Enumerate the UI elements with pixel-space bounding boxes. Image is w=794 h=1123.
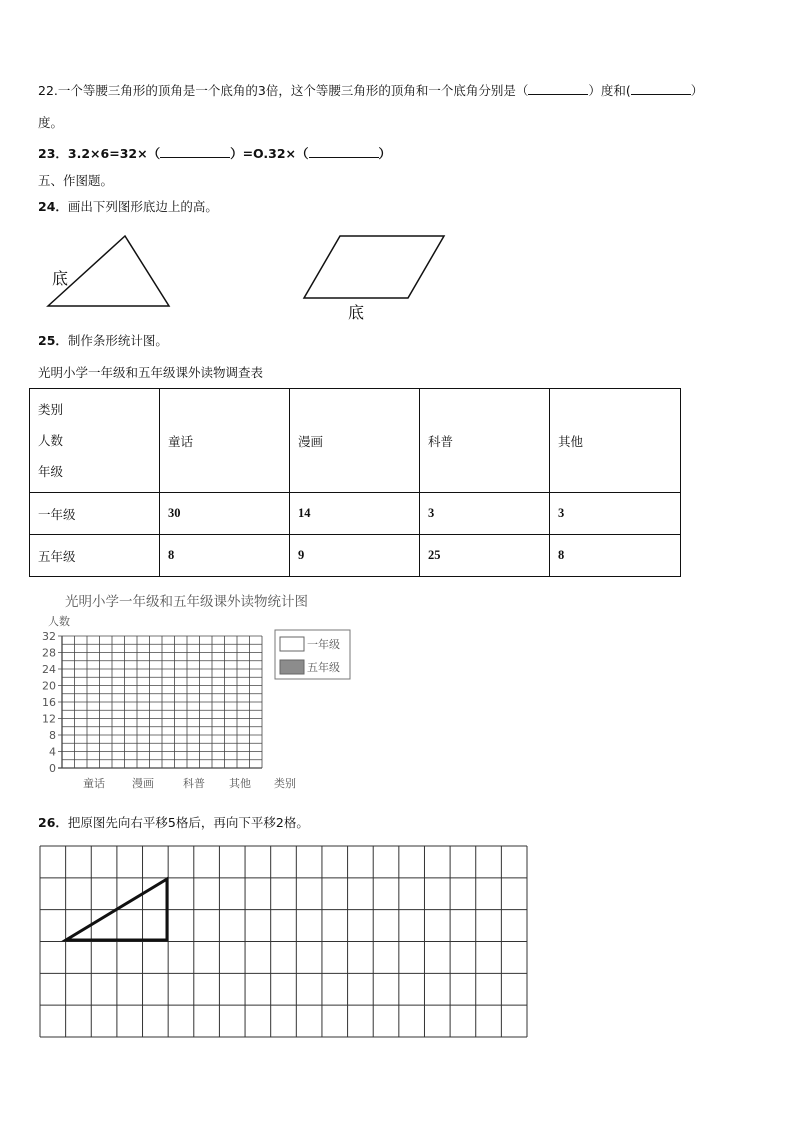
x-category-label: 科普 <box>183 777 205 790</box>
chart-title: 光明小学一年级和五年级课外读物统计图 <box>65 594 308 610</box>
header-line-count: 人数 <box>38 433 64 448</box>
question-number: 26． <box>38 815 68 830</box>
table-cell: 3 <box>550 493 681 535</box>
header-line-grade: 年级 <box>38 464 64 479</box>
table-header-row <box>30 389 681 493</box>
question-number: 23． <box>38 146 68 161</box>
y-tick-label: 20 <box>42 679 56 693</box>
question-23 <box>38 145 391 163</box>
question-text: ）=O.32×（ <box>230 146 309 161</box>
question-text: ） <box>690 83 704 98</box>
question-text: 画出下列图形底边上的高。 <box>67 199 218 214</box>
table-row <box>30 535 681 577</box>
y-tick-label: 4 <box>49 745 56 759</box>
table-cell: 8 <box>550 535 681 577</box>
answer-blank[interactable] <box>528 82 588 95</box>
answer-blank[interactable] <box>631 82 691 95</box>
table-cell: 8 <box>160 535 290 577</box>
section-title: 五、作图题。 <box>38 173 114 188</box>
survey-table <box>29 388 681 577</box>
question-26 <box>38 814 309 832</box>
legend-label-grade5: 五年级 <box>307 661 340 674</box>
answer-blank[interactable] <box>160 145 230 158</box>
y-tick-label: 0 <box>49 762 56 775</box>
y-tick-label: 32 <box>42 630 56 643</box>
column-header: 科普 <box>420 389 550 493</box>
x-category-label: 漫画 <box>132 777 154 790</box>
answer-blank[interactable] <box>309 145 379 158</box>
question-text: 把原图先向右平移5格后，再向下平移2格。 <box>67 815 309 830</box>
question-text: ） <box>378 146 392 161</box>
parallelogram-figure[interactable] <box>298 230 450 304</box>
x-axis-label: 类别 <box>274 777 296 790</box>
parallelogram-shape <box>304 236 444 298</box>
legend-swatch-grade1 <box>280 637 304 651</box>
column-header: 其他 <box>550 389 681 493</box>
table-cell: 9 <box>290 535 420 577</box>
legend-label-grade1: 一年级 <box>307 638 340 651</box>
y-axis-label: 人数 <box>48 615 70 628</box>
y-tick-label: 28 <box>42 646 56 660</box>
header-line-category: 类别 <box>38 402 64 417</box>
triangle-base-label: 底 <box>52 269 69 288</box>
y-tick-label: 24 <box>42 663 56 676</box>
column-header: 漫画 <box>290 389 420 493</box>
chart-grid[interactable] <box>58 636 262 768</box>
row-header: 一年级 <box>30 493 160 535</box>
question-number: 22. <box>38 83 58 98</box>
x-category-label: 童话 <box>83 777 105 790</box>
table-cell: 14 <box>290 493 420 535</box>
y-tick-label: 12 <box>42 712 56 726</box>
question-22 <box>38 82 703 100</box>
question-number: 24． <box>38 199 68 214</box>
table-title: 光明小学一年级和五年级课外读物调查表 <box>38 365 264 380</box>
question-text: ）度和( <box>588 83 631 98</box>
question-number: 25． <box>38 333 68 348</box>
legend-swatch-grade5 <box>280 660 304 674</box>
table-cell: 3 <box>420 493 550 535</box>
question-text: 3.2×6=32×（ <box>67 146 161 161</box>
y-tick-label: 8 <box>49 729 56 742</box>
x-axis-categories <box>83 776 251 790</box>
question-text: 制作条形统计图。 <box>67 333 168 348</box>
table-header-cell <box>30 389 160 493</box>
translation-grid[interactable] <box>38 845 530 1041</box>
y-axis-ticks <box>42 630 56 775</box>
table-cell: 30 <box>160 493 290 535</box>
bar-chart[interactable] <box>30 590 360 798</box>
x-category-label: 其他 <box>229 777 251 790</box>
question-24 <box>38 198 218 216</box>
column-header: 童话 <box>160 389 290 493</box>
question-25 <box>38 332 168 350</box>
row-header: 五年级 <box>30 535 160 577</box>
question-text: 一个等腰三角形的顶角是一个底角的3倍，这个等腰三角形的顶角和一个底角分别是（ <box>57 83 529 98</box>
y-tick-label: 16 <box>42 696 56 709</box>
table-cell: 25 <box>420 535 550 577</box>
table-row <box>30 493 681 535</box>
parallelogram-base-label: 底 <box>348 303 365 322</box>
question-22-continuation: 度。 <box>38 115 64 130</box>
